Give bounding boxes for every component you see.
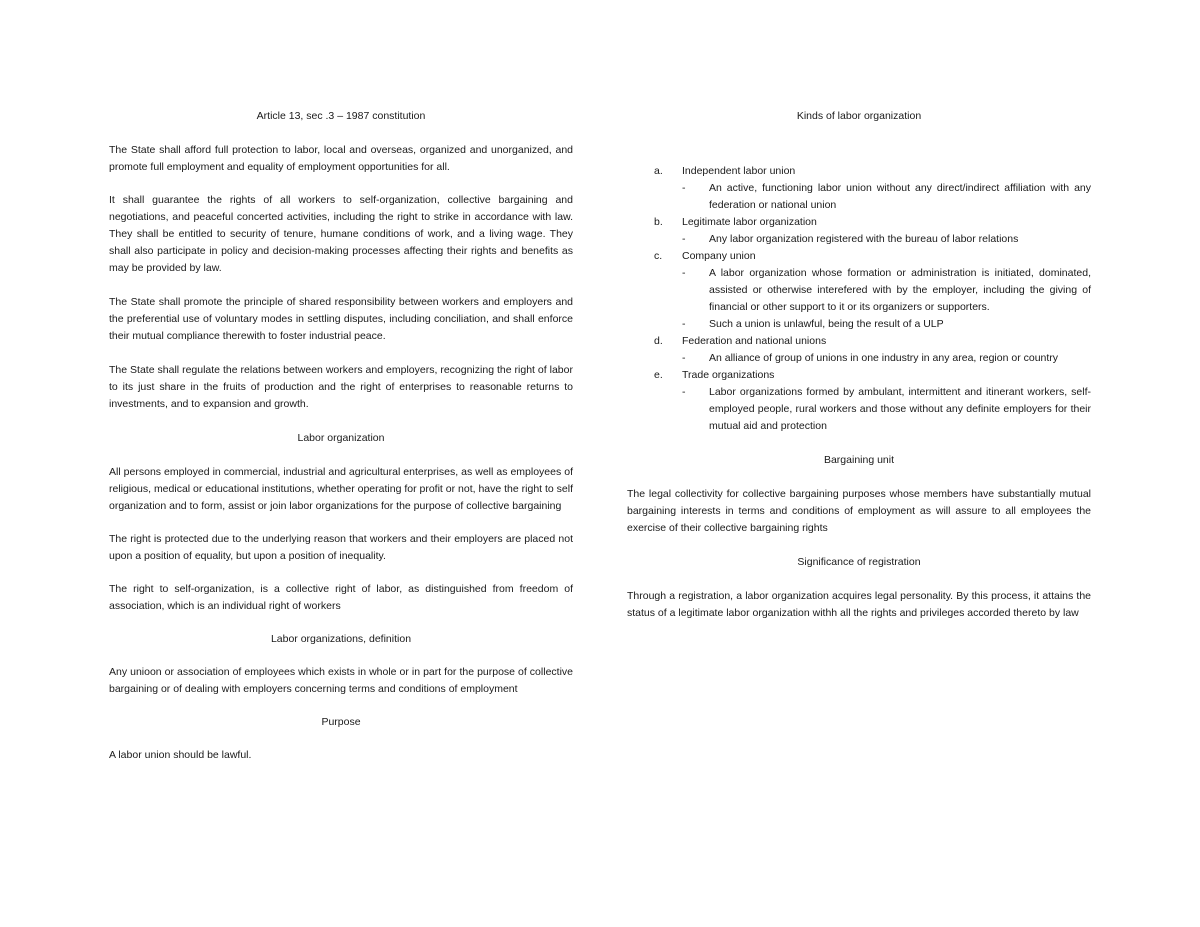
dash-marker: - [682,318,686,330]
sub-item [682,180,1091,214]
definition-text: Any unioon or association of employees which exists in whole or in part for the purpose of collective bargaining or of dealing with employers concerning terms and conditions of employment [109,666,573,695]
list-marker: d. [654,335,663,347]
paragraph-2: It shall guarantee the rights of all workers to self-organization, collective bargaining and negotiations, and peaceful concerted activities, including the right to strike in accordance with law. They shall be entitled to security of tenure, humane conditions of work, and a living wage. They shall also participate in policy and decision-making processes affecting their rights and benefits as may be provided by law. [109,194,573,274]
dash-marker: - [682,267,686,279]
registration-heading: Significance of registration [797,556,921,568]
list-item-title: Independent labor union [682,165,796,177]
paragraph-4: The State shall regulate the relations between workers and employers, recognizing the right of labor to its just share in the fruits of production and the right of enterprises to reasonable returns to investments, and to expansion and growth. [109,364,573,410]
list-marker: c. [654,250,663,262]
list-item [627,163,1091,214]
paragraph-1: The State shall afford full protection to labor, local and overseas, organized and unorganized, and promote full employment and equality of employment opportunities for all. [109,144,573,173]
purpose-text: A labor union should be lawful. [109,749,252,761]
sub-item-text: A labor organization whose formation or administration is initiated, dominated, assisted or otherwise interefered with by the employer, including the giving of financial or other support to it or its organizers or supporters. [709,267,1091,313]
list-item-title: Company union [682,250,756,262]
article-title: Article 13, sec .3 – 1987 constitution [256,110,426,122]
sub-list [682,384,1091,435]
labor-org-paragraph-3: The right to self-organization, is a collective right of labor, as distinguished from freedom of association, which is an individual right of workers [109,583,573,612]
bargaining-heading: Bargaining unit [823,454,895,466]
kinds-heading: Kinds of labor organization [796,110,922,122]
sub-item-text: Labor organizations formed by ambulant, intermittent and itinerant workers, self-employed people, rural workers and those without any definite employers for their mutual aid and protection [709,386,1091,432]
bargaining-text: The legal collectivity for collective bargaining purposes whose members have substantially mutual bargaining interests in terms and conditions of employment as will assure to all employees the exercise of their collective bargaining rights [627,488,1091,534]
sub-list [682,350,1091,367]
sub-item-text: An alliance of group of unions in one industry in any area, region or country [709,352,1059,364]
dash-marker: - [682,233,686,245]
dash-marker: - [682,182,686,194]
list-item-title: Federation and national unions [682,335,827,347]
right-column [627,108,1091,622]
sub-item [682,316,1091,333]
sub-item-text: Any labor organization registered with the bureau of labor relations [709,233,1019,245]
sub-item [682,350,1091,367]
left-column [109,108,573,764]
list-marker: a. [654,165,663,177]
definition-heading: Labor organizations, definition [270,633,412,645]
sub-item [682,384,1091,435]
list-item-title: Trade organizations [682,369,775,381]
sub-list [682,265,1091,333]
list-item [627,367,1091,435]
labor-org-paragraph-2: The right is protected due to the underlying reason that workers and their employers are placed not upon a position of equality, but upon a position of inequality. [109,533,573,562]
sub-item-text: An active, functioning labor union without any direct/indirect affiliation with any federation or national union [709,182,1091,211]
registration-text: Through a registration, a labor organization acquires legal personality. By this process, it attains the status of a legitimate labor organization withh all the rights and privileges accorded thereto by law [627,590,1091,619]
paragraph-3: The State shall promote the principle of shared responsibility between workers and employers and the preferential use of voluntary modes in settling disputes, including conciliation, and shall enforce their mutual compliance therewith to foster industrial peace. [109,296,573,342]
list-item-title: Legitimate labor organization [682,216,817,228]
kinds-list [627,163,1091,435]
list-item [627,333,1091,367]
dash-marker: - [682,352,686,364]
sub-list [682,180,1091,214]
list-item [627,214,1091,248]
labor-org-paragraph-1: All persons employed in commercial, industrial and agricultural enterprises, as well as employees of religious, medical or educational institutions, whether operating for profit or not, have the right to self organization and to form, assist or join labor organizations for the purpose of collective bargaining [109,466,574,512]
list-marker: e. [654,369,663,381]
sub-list [682,231,1091,248]
sub-item-text: Such a union is unlawful, being the result of a ULP [709,318,944,330]
list-marker: b. [654,216,663,228]
purpose-heading: Purpose [321,716,361,728]
labor-org-heading: Labor organization [297,432,385,444]
sub-item [682,231,1091,248]
list-item [627,248,1091,333]
sub-item [682,265,1091,316]
dash-marker: - [682,386,686,398]
